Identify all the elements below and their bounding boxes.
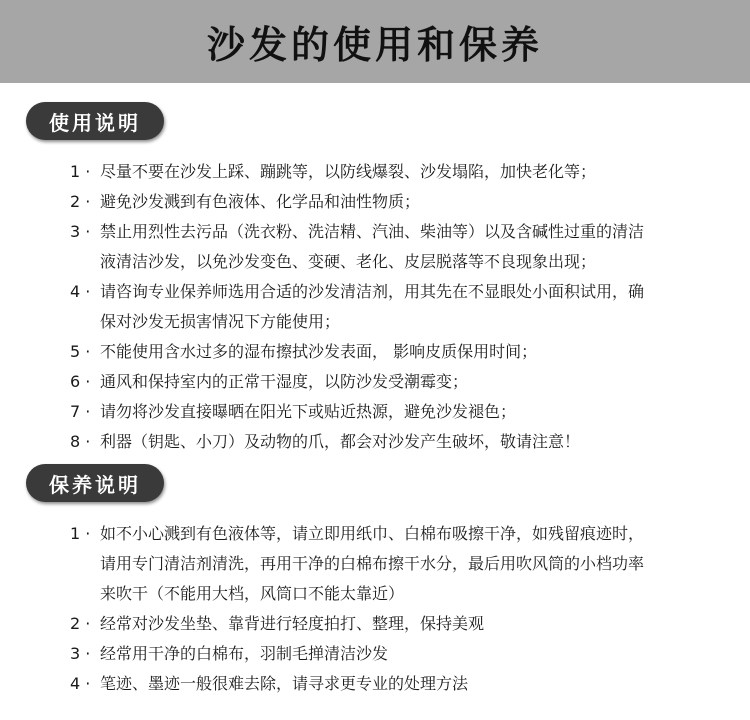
item-number: 2 ·	[70, 192, 91, 211]
item-number: 8 ·	[70, 432, 91, 451]
item-text: 请咨询专业保养师选用合适的沙发清洁剂，用其先在不显眼处小面积试用，确	[100, 282, 645, 301]
item-number: 3 ·	[70, 222, 91, 241]
item-text: 笔迹、墨迹一般很难去除，请寻求更专业的处理方法	[100, 674, 469, 693]
list-item	[0, 639, 750, 669]
item-number: 7 ·	[70, 402, 91, 421]
item-number: 1 ·	[70, 524, 91, 543]
usage-heading-badge	[26, 102, 164, 140]
item-text: 液清洁沙发，以免沙发变色、变硬、老化、皮层脱落等不良现象出现；	[100, 252, 597, 271]
item-text: 请勿将沙发直接曝晒在阳光下或贴近热源，避免沙发褪色；	[100, 402, 517, 421]
list-item	[0, 277, 750, 337]
list-item	[0, 367, 750, 397]
item-number: 1 ·	[70, 162, 91, 181]
item-text: 保对沙发无损害情况下方能使用；	[100, 312, 341, 331]
item-text: 避免沙发溅到有色液体、化学品和油性物质；	[100, 192, 421, 211]
item-text: 通风和保持室内的正常干湿度，以防沙发受潮霉变；	[100, 372, 469, 391]
list-item	[0, 337, 750, 367]
item-text: 不能使用含水过多的湿布擦拭沙发表面， 影响皮质保用时间；	[100, 342, 538, 361]
list-item	[0, 217, 750, 277]
list-item	[0, 427, 750, 457]
item-number: 3 ·	[70, 644, 91, 663]
care-heading: 保养说明	[49, 472, 141, 497]
list-item	[0, 397, 750, 427]
item-text: 经常对沙发坐垫、靠背进行轻度拍打、整理，保持美观	[100, 614, 485, 633]
item-text: 来吹干（不能用大档，风筒口不能太靠近）	[100, 584, 405, 603]
item-text: 请用专门清洁剂清洗，再用干净的白棉布擦干水分，最后用吹风筒的小档功率	[100, 554, 645, 573]
item-number: 2 ·	[70, 614, 91, 633]
item-text: 经常用干净的白棉布，羽制毛掸清洁沙发	[100, 644, 389, 663]
usage-heading: 使用说明	[49, 110, 141, 135]
item-text: 如不小心溅到有色液体等，请立即用纸巾、白棉布吸擦干净，如残留痕迹时，	[100, 524, 645, 543]
item-text: 利器（钥匙、小刀）及动物的爪，都会对沙发产生破坏，敬请注意！	[100, 432, 581, 451]
item-text: 禁止用烈性去污品（洗衣粉、洗洁精、汽油、柴油等）以及含碱性过重的清洁	[100, 222, 645, 241]
page-title: 沙发的使用和保养	[206, 23, 543, 67]
item-number: 6 ·	[70, 372, 91, 391]
item-number: 4 ·	[70, 674, 91, 693]
usage-list	[0, 157, 750, 457]
item-text: 尽量不要在沙发上踩、蹦跳等，以防线爆裂、沙发塌陷，加快老化等；	[100, 162, 597, 181]
list-item	[0, 157, 750, 187]
care-heading-badge	[26, 464, 164, 502]
list-item	[0, 609, 750, 639]
list-item	[0, 669, 750, 699]
item-number: 4 ·	[70, 282, 91, 301]
care-list	[0, 519, 750, 699]
list-item	[0, 519, 750, 609]
item-number: 5 ·	[70, 342, 91, 361]
title-banner	[0, 0, 750, 83]
list-item	[0, 187, 750, 217]
